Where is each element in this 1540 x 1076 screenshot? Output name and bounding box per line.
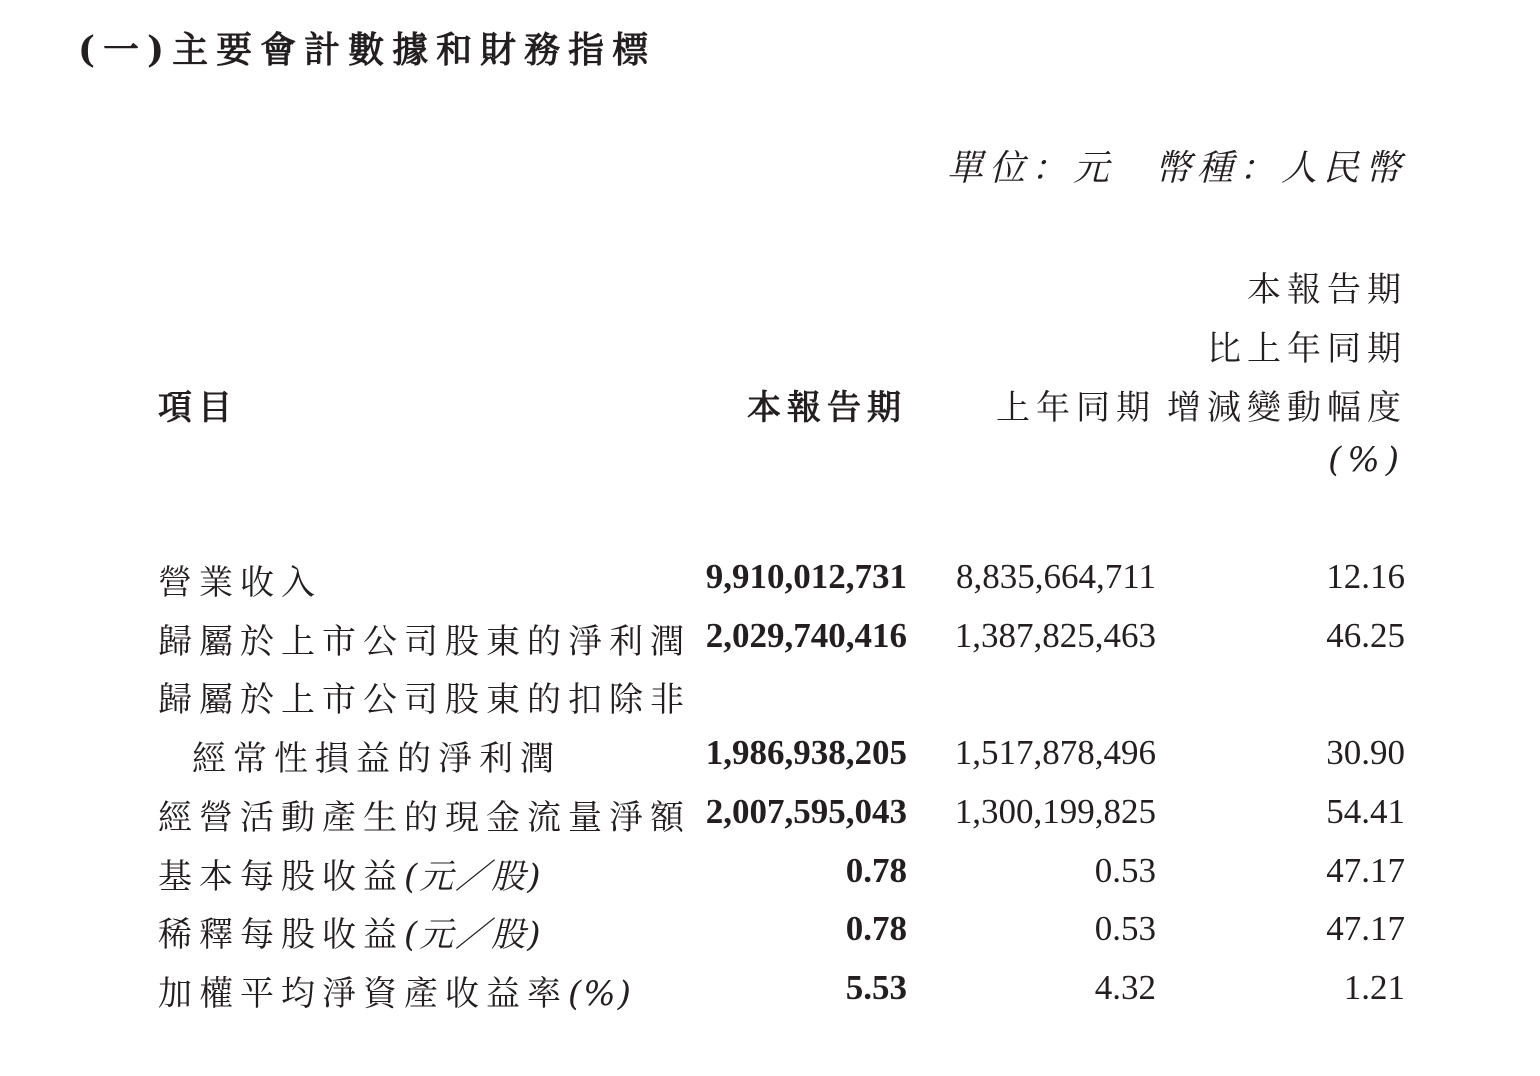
row-label-net-profit-excl-line1: 歸屬於上市公司股東的扣除非 <box>158 680 691 720</box>
row-weighted-roe-current: 5.53 <box>845 968 907 1007</box>
header-change-line1: 本報告期 <box>1247 270 1407 310</box>
amount-unit: 單位：元 <box>946 148 1115 189</box>
currency-label: 幣種：人民幣 <box>1154 148 1407 189</box>
header-change-line2: 比上年同期 <box>1207 329 1407 369</box>
row-net-profit-current: 2,029,740,416 <box>705 616 907 655</box>
row-label-operating-cash-flow: 經營活動產生的現金流量淨額 <box>158 798 691 838</box>
row-net-profit-excl-prior: 1,517,878,496 <box>954 733 1156 772</box>
row-net-profit-prior: 1,387,825,463 <box>954 616 1156 655</box>
row-label-weighted-roe-text: 加權平均淨資產收益率 <box>158 974 568 1014</box>
row-revenue-prior: 8,835,664,711 <box>956 557 1156 596</box>
row-diluted-eps-prior: 0.53 <box>1094 909 1156 948</box>
row-weighted-roe-prior: 4.32 <box>1094 968 1156 1007</box>
row-label-weighted-roe <box>158 966 633 1015</box>
row-label-basic-eps <box>158 849 543 898</box>
row-basic-eps-current: 0.78 <box>845 851 907 890</box>
header-prior-period: 上年同期 <box>996 388 1156 428</box>
header-change-line4: (%) <box>1328 440 1405 480</box>
section-title: (一)主要會計數據和財務指標 <box>78 29 657 71</box>
header-change-line3: 增減變動幅度 <box>1167 388 1407 428</box>
row-weighted-roe-change: 1.21 <box>1343 968 1405 1007</box>
header-item: 項目 <box>158 388 238 428</box>
row-label-net-profit-excl-line2: 經常性損益的淨利潤 <box>192 739 561 779</box>
row-label-basic-eps-unit: (元／股) <box>404 857 543 897</box>
row-basic-eps-change: 47.17 <box>1326 851 1405 890</box>
row-operating-cash-flow-prior: 1,300,199,825 <box>954 792 1156 831</box>
row-label-revenue: 營業收入 <box>158 563 322 603</box>
row-net-profit-excl-current: 1,986,938,205 <box>705 733 907 772</box>
row-revenue-current: 9,910,012,731 <box>705 557 907 596</box>
row-diluted-eps-change: 47.17 <box>1326 909 1405 948</box>
row-operating-cash-flow-current: 2,007,595,043 <box>705 792 907 831</box>
row-label-basic-eps-text: 基本每股收益 <box>158 857 404 897</box>
unit-currency-line <box>947 140 1407 191</box>
row-label-diluted-eps-unit: (元／股) <box>404 915 543 955</box>
row-label-diluted-eps-text: 稀釋每股收益 <box>158 915 404 955</box>
row-revenue-change: 12.16 <box>1326 557 1405 596</box>
header-current-period: 本報告期 <box>747 388 907 428</box>
row-label-weighted-roe-unit: (%) <box>568 974 633 1014</box>
row-diluted-eps-current: 0.78 <box>845 909 907 948</box>
row-basic-eps-prior: 0.53 <box>1094 851 1156 890</box>
row-label-diluted-eps <box>158 907 543 956</box>
row-net-profit-change: 46.25 <box>1326 616 1405 655</box>
row-label-net-profit: 歸屬於上市公司股東的淨利潤 <box>158 622 691 662</box>
row-net-profit-excl-change: 30.90 <box>1326 733 1405 772</box>
row-operating-cash-flow-change: 54.41 <box>1326 792 1405 831</box>
